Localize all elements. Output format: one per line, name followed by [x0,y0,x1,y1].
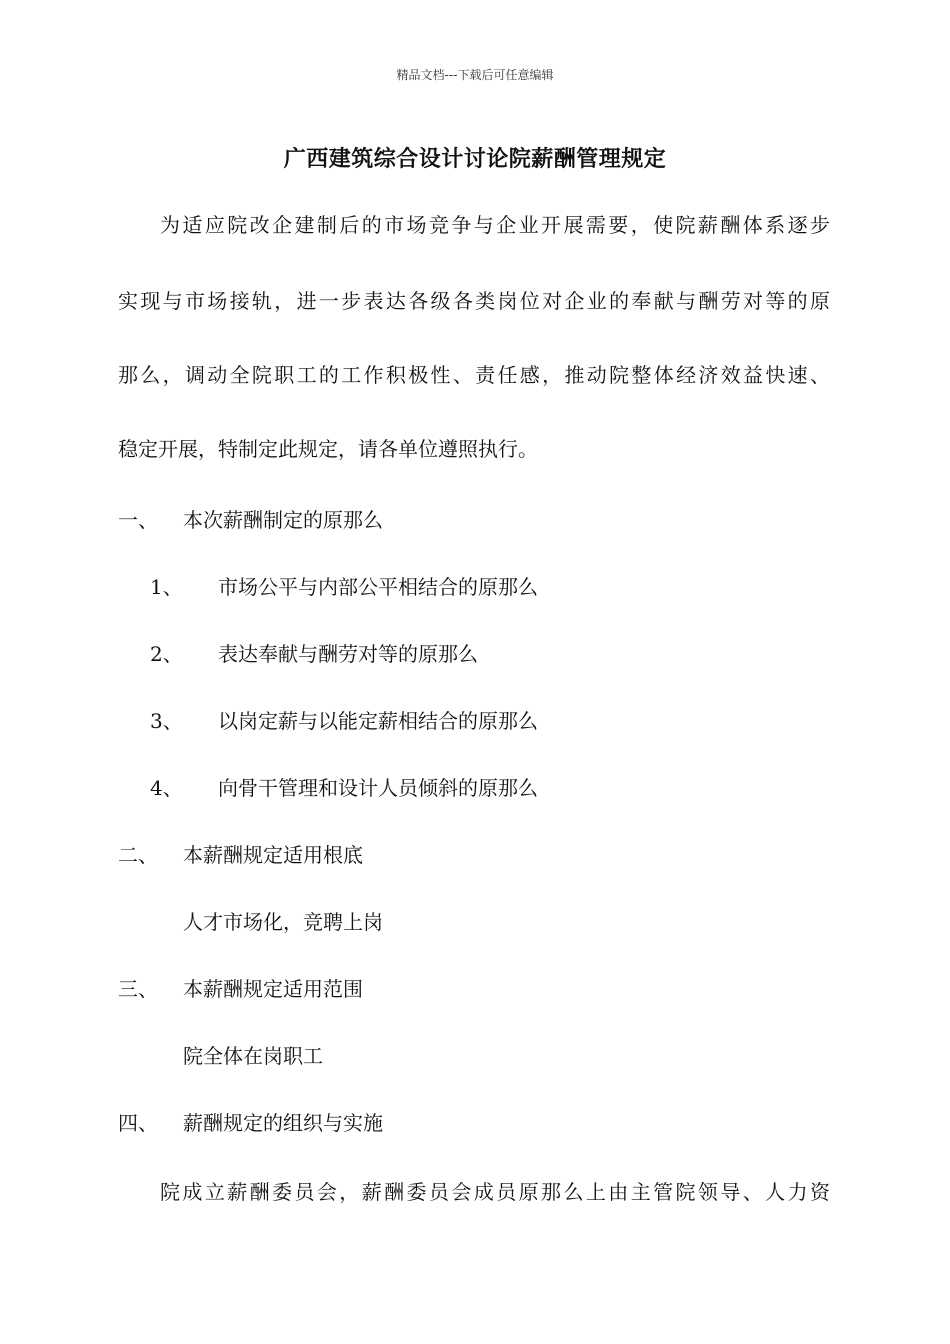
section-1-item-4-text: 向骨干管理和设计人员倾斜的原那么 [218,776,538,800]
section-1-item-2-number: 2、 [150,642,183,666]
section-1-item-2-text: 表达奉献与酬劳对等的原那么 [218,642,478,666]
section-4-heading: 薪酬规定的组织与实施 [183,1111,383,1135]
section-2-body: 人才市场化，竞聘上岗 [183,910,383,934]
page-header-note: 精品文档---下载后可任意编辑 [396,68,554,82]
document-title: 广西建筑综合设计讨论院薪酬管理规定 [283,147,667,172]
section-1-item-1-text: 市场公平与内部公平相结合的原那么 [218,575,538,599]
section-4-body: 院成立薪酬委员会，薪酬委员会成员原那么上由主管院领导、人力资 [160,1180,830,1204]
section-2-number: 二、 [118,843,158,867]
section-3-number: 三、 [118,977,158,1001]
section-1-number: 一、 [118,508,158,532]
intro-line-1: 为适应院改企建制后的市场竞争与企业开展需要，使院薪酬体系逐步 [160,213,830,237]
section-2-heading: 本薪酬规定适用根底 [183,843,363,867]
section-1-heading: 本次薪酬制定的原那么 [183,508,383,532]
section-4-number: 四、 [118,1111,158,1135]
intro-line-4: 稳定开展，特制定此规定，请各单位遵照执行。 [118,437,538,461]
section-1-item-4-number: 4、 [150,776,183,800]
section-3-body: 院全体在岗职工 [183,1044,323,1068]
section-1-item-3-text: 以岗定薪与以能定薪相结合的原那么 [218,709,538,733]
section-3-heading: 本薪酬规定适用范围 [183,977,363,1001]
section-1-item-3-number: 3、 [150,709,183,733]
section-1-item-1-number: 1、 [150,575,183,599]
intro-line-3: 那么，调动全院职工的工作积极性、责任感，推动院整体经济效益快速、 [118,363,830,387]
intro-line-2: 实现与市场接轨，进一步表达各级各类岗位对企业的奉献与酬劳对等的原 [118,289,830,313]
